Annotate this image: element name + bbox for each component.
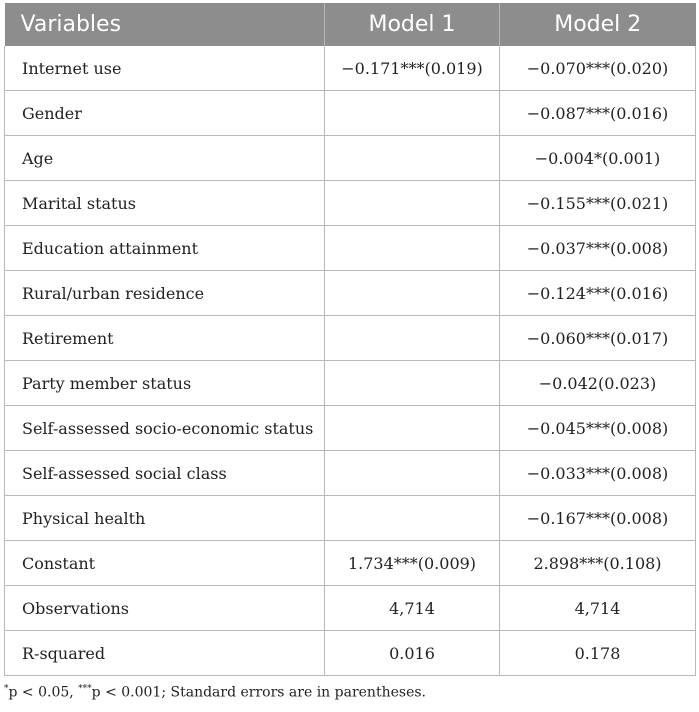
table-row xyxy=(5,46,696,91)
table-row xyxy=(5,406,696,451)
row-model-1-cell xyxy=(325,406,500,451)
regression-table xyxy=(4,3,696,676)
row-model-2-cell: −0.155***(0.021) xyxy=(500,181,696,226)
row-variable-cell: Internet use xyxy=(5,46,325,91)
table-row xyxy=(5,316,696,361)
header-variables: Variables xyxy=(5,3,325,46)
table-header-row xyxy=(5,3,696,46)
footnote-text-1: p < 0.05, xyxy=(8,684,79,701)
row-variable-cell: R-squared xyxy=(5,631,325,676)
row-model-1-cell xyxy=(325,136,500,181)
table-row xyxy=(5,136,696,181)
row-model-2-cell: −0.124***(0.016) xyxy=(500,271,696,316)
table-body xyxy=(5,46,696,676)
row-model-1-cell: −0.171***(0.019) xyxy=(325,46,500,91)
row-variable-cell: Constant xyxy=(5,541,325,586)
row-model-2-cell: −0.087***(0.016) xyxy=(500,91,696,136)
row-variable-cell: Gender xyxy=(5,91,325,136)
table-row xyxy=(5,181,696,226)
row-variable-cell: Marital status xyxy=(5,181,325,226)
header-model-2: Model 2 xyxy=(500,3,696,46)
row-model-1-cell xyxy=(325,181,500,226)
row-model-1-cell xyxy=(325,226,500,271)
row-model-2-cell: −0.060***(0.017) xyxy=(500,316,696,361)
table-row xyxy=(5,496,696,541)
row-model-2-cell: −0.037***(0.008) xyxy=(500,226,696,271)
footnote-text-2: p < 0.001; Standard errors are in parentheses. xyxy=(91,684,426,701)
row-variable-cell: Rural/urban residence xyxy=(5,271,325,316)
row-variable-cell: Education attainment xyxy=(5,226,325,271)
row-variable-cell: Age xyxy=(5,136,325,181)
row-model-1-cell xyxy=(325,316,500,361)
table-row xyxy=(5,631,696,676)
row-model-2-cell: −0.070***(0.020) xyxy=(500,46,696,91)
row-model-2-cell: −0.042(0.023) xyxy=(500,361,696,406)
row-model-2-cell: −0.045***(0.008) xyxy=(500,406,696,451)
table-row xyxy=(5,586,696,631)
table-row xyxy=(5,226,696,271)
row-model-1-cell xyxy=(325,451,500,496)
row-model-2-cell: −0.004*(0.001) xyxy=(500,136,696,181)
table-row xyxy=(5,91,696,136)
table-row xyxy=(5,451,696,496)
row-model-1-cell: 0.016 xyxy=(325,631,500,676)
footnote-sup-triple: *** xyxy=(78,684,92,694)
row-model-1-cell xyxy=(325,271,500,316)
table-row xyxy=(5,361,696,406)
row-variable-cell: Party member status xyxy=(5,361,325,406)
footnote-sup-single: * xyxy=(4,684,9,694)
row-model-2-cell: −0.167***(0.008) xyxy=(500,496,696,541)
row-variable-cell: Self-assessed social class xyxy=(5,451,325,496)
row-model-2-cell: 0.178 xyxy=(500,631,696,676)
row-model-1-cell: 1.734***(0.009) xyxy=(325,541,500,586)
row-model-1-cell xyxy=(325,496,500,541)
table-row xyxy=(5,541,696,586)
table-row xyxy=(5,271,696,316)
row-model-2-cell: −0.033***(0.008) xyxy=(500,451,696,496)
row-model-1-cell: 4,714 xyxy=(325,586,500,631)
row-model-1-cell xyxy=(325,91,500,136)
row-variable-cell: Retirement xyxy=(5,316,325,361)
row-model-2-cell: 4,714 xyxy=(500,586,696,631)
row-variable-cell: Physical health xyxy=(5,496,325,541)
row-variable-cell: Observations xyxy=(5,586,325,631)
row-variable-cell: Self-assessed socio-economic status xyxy=(5,406,325,451)
row-model-2-cell: 2.898***(0.108) xyxy=(500,541,696,586)
header-model-1: Model 1 xyxy=(325,3,500,46)
table-footnote xyxy=(4,684,426,701)
row-model-1-cell xyxy=(325,361,500,406)
